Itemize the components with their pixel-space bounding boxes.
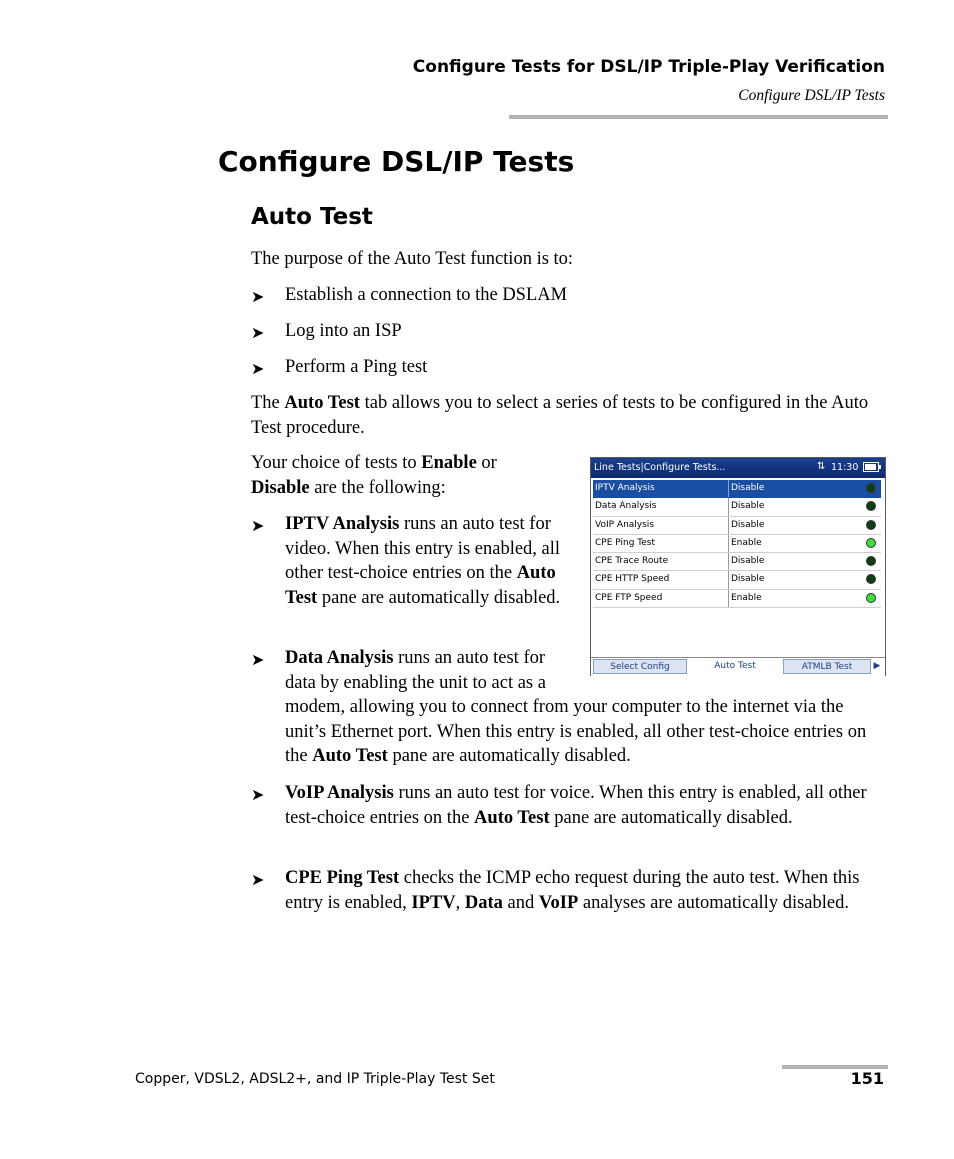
bullet-icon: ➤ (251, 361, 265, 378)
test-choice-row[interactable] (593, 498, 881, 516)
test-state-value[interactable]: Enable (731, 592, 762, 603)
voip-analysis-item: VoIP Analysis runs an auto test for voice. When this entry is enabled, all other test-choice entries on the Auto Test pane are automatically disabled. (285, 783, 867, 828)
test-choice-row[interactable] (593, 480, 881, 498)
test-name: VoIP Analysis (595, 519, 654, 530)
test-state-value[interactable]: Disable (731, 574, 765, 585)
column-divider (728, 535, 729, 552)
header-rule (509, 115, 888, 119)
status-led-off-icon (866, 483, 876, 493)
purpose-item: Establish a connection to the DSLAM (285, 285, 568, 305)
device-titlebar (591, 458, 885, 478)
device-clock: 11:30 (831, 462, 859, 473)
data-analysis-item: Data Analysis runs an auto test for data by enabling the unit to act as a modem, allowing you to connect from your computer to the internet via the unit’s Ethernet port. When this entry is enabled, all other test-choice entries on the Auto Test pane are automatically disabled. (285, 646, 887, 769)
status-led-on-icon (866, 593, 876, 603)
test-state-value[interactable]: Disable (731, 483, 765, 493)
test-state-value[interactable]: Disable (731, 501, 765, 512)
page-number: 151 (850, 1069, 884, 1088)
device-tab-bar (591, 657, 885, 676)
test-choice-row[interactable] (593, 553, 881, 571)
column-divider (728, 571, 729, 588)
connection-icon: ⇅ (817, 461, 826, 472)
status-led-off-icon (866, 501, 876, 511)
test-name: CPE HTTP Speed (595, 574, 670, 585)
column-divider (728, 480, 729, 497)
test-name: Data Analysis (595, 501, 657, 512)
choice-paragraph: Your choice of tests to Enable or Disable are the following: (251, 453, 497, 498)
status-led-on-icon (866, 538, 876, 548)
test-state-value[interactable]: Disable (731, 556, 765, 567)
status-led-off-icon (866, 520, 876, 530)
test-state-value[interactable]: Enable (731, 537, 762, 548)
status-led-off-icon (866, 574, 876, 584)
device-screenshot (590, 457, 886, 676)
bullet-icon: ➤ (251, 289, 265, 306)
bullet-icon: ➤ (251, 787, 265, 804)
bullet-icon: ➤ (251, 652, 265, 669)
test-choice-row[interactable] (593, 571, 881, 589)
cpe-ping-test-item: CPE Ping Test checks the ICMP echo request during the auto test. When this entry is enabled, IPTV, Data and VoIP analyses are automatically disabled. (285, 868, 860, 913)
bullet-icon: ➤ (251, 325, 265, 342)
test-state-value[interactable]: Disable (731, 519, 765, 530)
test-name: CPE Trace Route (595, 556, 669, 567)
column-divider (728, 498, 729, 515)
test-choice-table (593, 480, 881, 608)
test-choice-row[interactable] (593, 535, 881, 553)
device-title: Line Tests|Configure Tests... (594, 462, 726, 473)
iptv-analysis-item: IPTV Analysis runs an auto test for video. When this entry is enabled, all other test-choice entries on the Auto Test pane are automatically disabled. (285, 514, 561, 608)
purpose-item: Perform a Ping test (285, 357, 428, 377)
test-choice-row[interactable] (593, 590, 881, 608)
test-choice-row[interactable] (593, 517, 881, 535)
page-title: Configure DSL/IP Tests (218, 145, 575, 178)
bullet-icon: ➤ (251, 872, 265, 889)
tab-select-config[interactable]: Select Config (593, 659, 687, 674)
intro-text: The purpose of the Auto Test function is to: (251, 249, 574, 269)
column-divider (728, 517, 729, 534)
tab-scroll-right-icon[interactable]: ▶ (873, 661, 881, 671)
section-title: Auto Test (251, 204, 373, 230)
footer-product: Copper, VDSL2, ADSL2+, and IP Triple-Play Test Set (135, 1071, 495, 1087)
battery-icon (863, 462, 879, 472)
tab-auto-test[interactable]: Auto Test (690, 659, 780, 674)
purpose-item: Log into an ISP (285, 321, 402, 341)
status-led-off-icon (866, 556, 876, 566)
running-header-title: Configure Tests for DSL/IP Triple-Play Verification (412, 57, 885, 77)
test-name: CPE FTP Speed (595, 592, 663, 603)
auto-test-tab-paragraph: The Auto Test tab allows you to select a series of tests to be configured in the Auto Test procedure. (251, 393, 869, 438)
test-name: CPE Ping Test (595, 537, 655, 548)
column-divider (728, 553, 729, 570)
tab-atmlb-test[interactable]: ATMLB Test (783, 659, 871, 674)
running-header-subtitle: Configure DSL/IP Tests (738, 87, 885, 104)
test-name: IPTV Analysis (595, 483, 655, 493)
bullet-icon: ➤ (251, 518, 265, 535)
column-divider (728, 590, 729, 607)
